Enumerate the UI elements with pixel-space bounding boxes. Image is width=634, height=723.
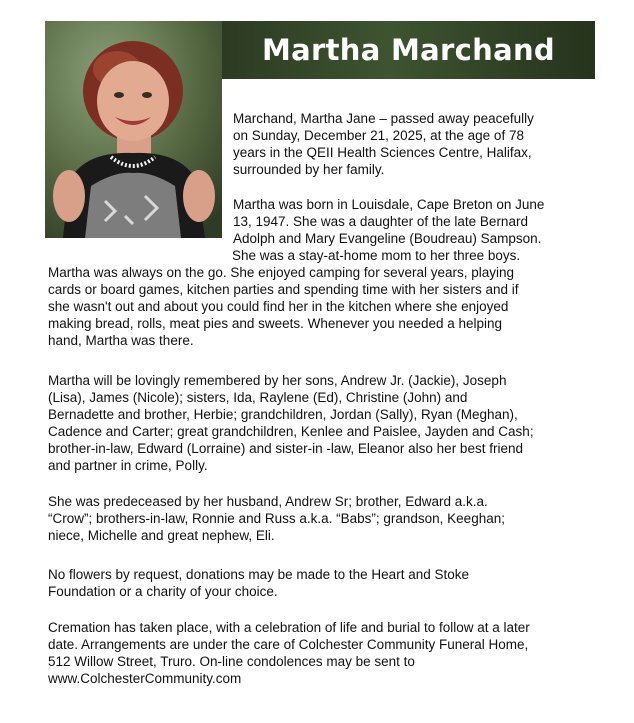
text-line: hand, Martha was there.: [48, 333, 194, 348]
text-line: Bernadette and brother, Herbie; grandchildren, Jordan (Sally), Ryan (Meghan),: [48, 407, 518, 422]
text-line: Adolph and Mary Evangeline (Boudreau) Sampson.: [233, 231, 542, 246]
text-line: on Sunday, December 21, 2025, at the age of 78: [233, 128, 524, 143]
text-line: No flowers by request, donations may be made to the Heart and Stoke: [48, 567, 469, 582]
text-line: making bread, rolls, meat pies and sweets. Whenever you needed a helping: [48, 316, 503, 331]
paragraph-arrangements: [48, 619, 530, 687]
paragraph-survivors: [48, 372, 534, 474]
text-line: 13, 1947. She was a daughter of the late Bernard: [233, 214, 528, 229]
text-line: (Lisa), James (Nicole); sisters, Ida, Raylene (Ed), Christine (John) and: [48, 390, 468, 405]
text-line: 512 Willow Street, Truro. On-line condolences may be sent to: [48, 654, 415, 669]
name-banner: [222, 21, 595, 79]
paragraph-life: [48, 264, 519, 349]
text-line: Martha was always on the go. She enjoyed camping for several years, playing: [48, 265, 515, 280]
text-line: she wasn't out and about you could find her in the kitchen where she enjoyed: [48, 299, 509, 314]
portrait-photo: [45, 21, 222, 238]
text-line: surrounded by her family.: [233, 162, 385, 177]
text-line: “Crow”; brothers-in-law, Ronnie and Russ a.k.a. “Babs”; grandson, Keeghan;: [48, 511, 505, 526]
text-line: She was a stay-at-home mom to her three boys.: [232, 248, 521, 263]
portrait-illustration: [45, 21, 222, 238]
condolences-link[interactable]: www.ColchesterCommunity.com: [48, 671, 242, 686]
text-line: and partner in crime, Polly.: [48, 458, 208, 473]
text-line: Foundation or a charity of your choice.: [48, 584, 278, 599]
text-line: Marchand, Martha Jane – passed away peacefully: [233, 111, 534, 126]
text-line: Martha will be lovingly remembered by her sons, Andrew Jr. (Jackie), Joseph: [48, 373, 507, 388]
paragraph-birth: [233, 196, 544, 264]
text-line: niece, Michelle and great nephew, Eli.: [48, 528, 275, 543]
text-line: Martha was born in Louisdale, Cape Breton on June: [233, 197, 545, 212]
paragraph-predeceased: [48, 493, 505, 544]
text-line: years in the QEII Health Sciences Centre, Halifax,: [233, 145, 532, 160]
text-line: Cremation has taken place, with a celebration of life and burial to follow at a later: [48, 620, 530, 635]
text-line: She was predeceased by her husband, Andrew Sr; brother, Edward a.k.a.: [48, 494, 488, 509]
obituary-title: Martha Marchand: [262, 33, 555, 67]
paragraph-donations: [48, 566, 469, 600]
text-line: cards or board games, kitchen parties and spending time with her sisters and if: [48, 282, 519, 297]
paragraph-death-notice: [233, 110, 534, 178]
text-line: date. Arrangements are under the care of Colchester Community Funeral Home,: [48, 637, 529, 652]
text-line: brother-in-law, Edward (Lorraine) and sister-in -law, Eleanor also her best friend: [48, 441, 523, 456]
text-line: Cadence and Carter; great grandchildren, Kenlee and Paislee, Jayden and Cash;: [48, 424, 534, 439]
